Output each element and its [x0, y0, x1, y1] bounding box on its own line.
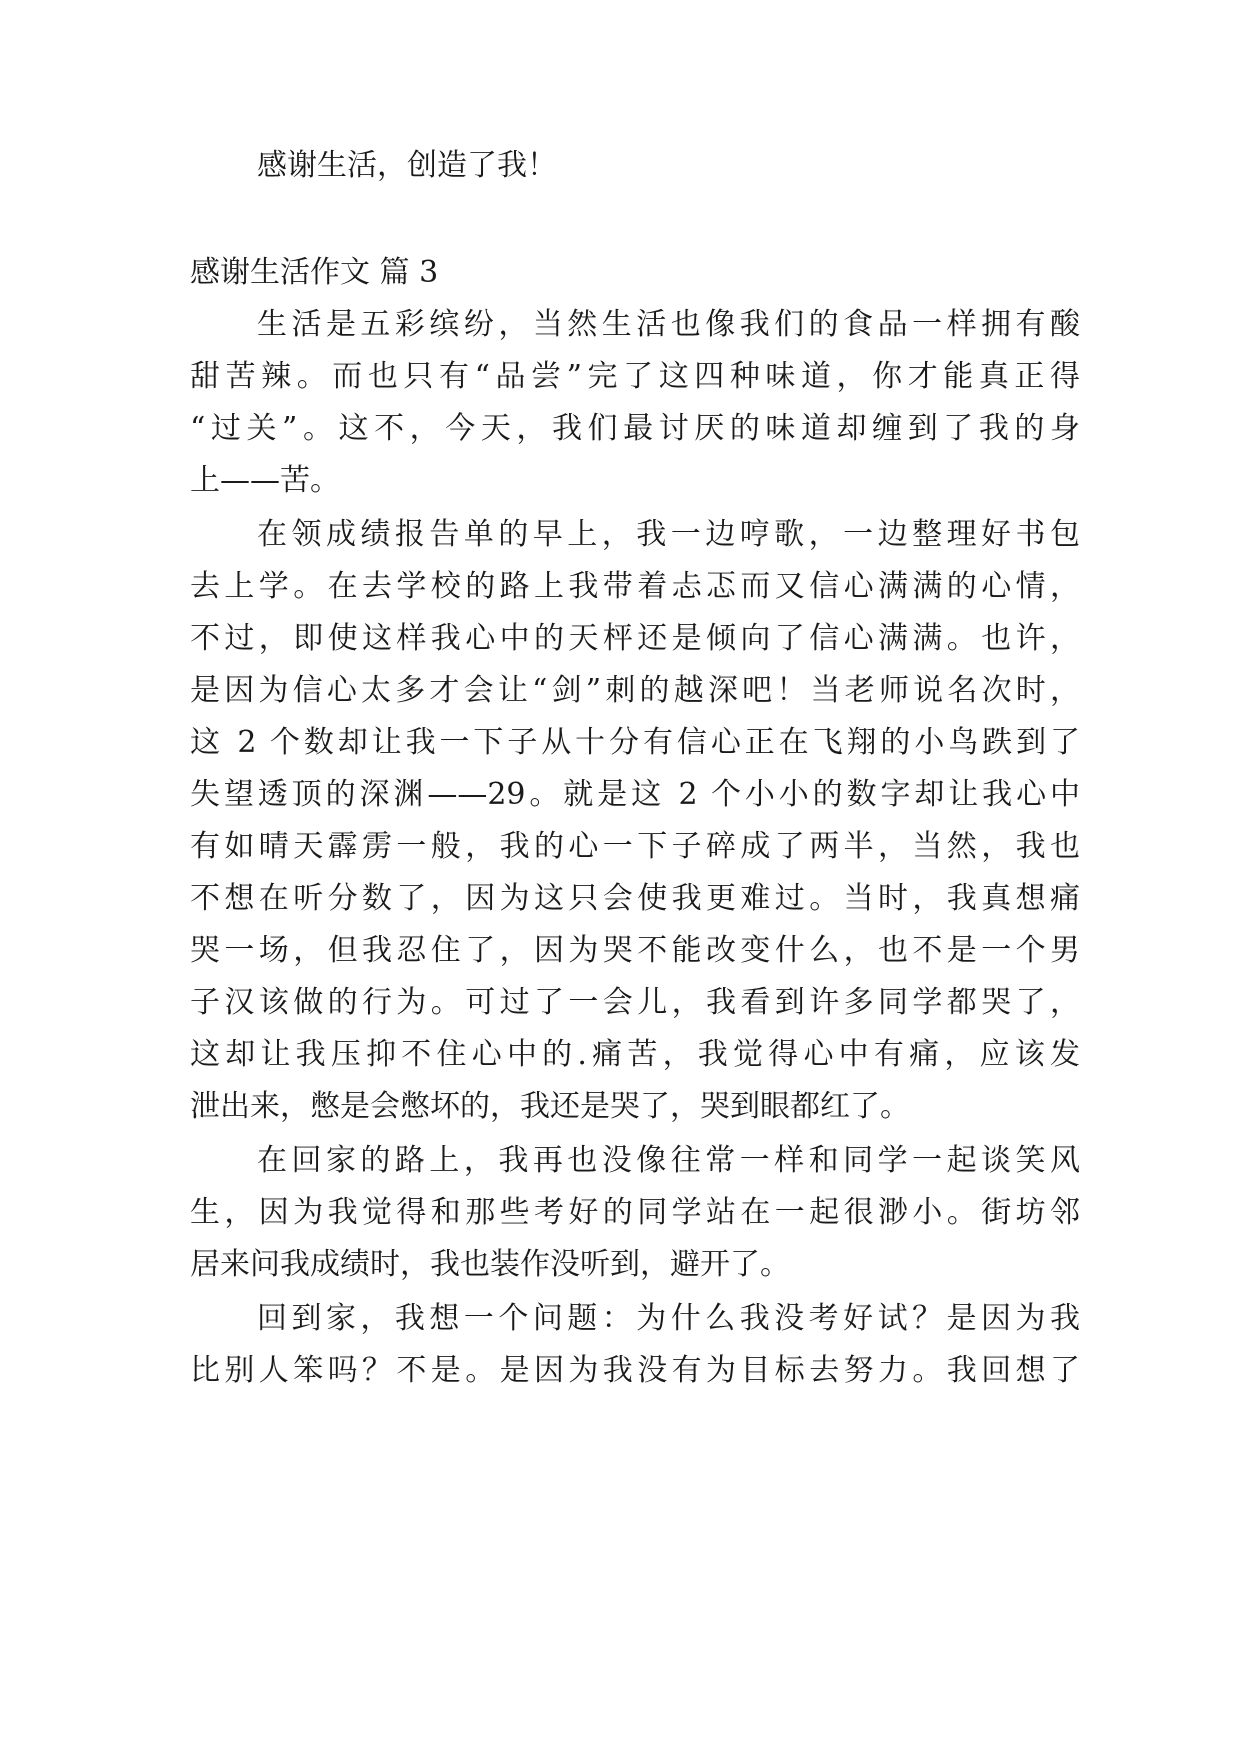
paragraph-line: 有如晴天霹雳一般，我的心一下子碎成了两半，当然，我也 — [190, 829, 1080, 864]
paragraph-line: 上——苦。 — [190, 463, 340, 498]
paragraph-line: 哭一场，但我忍住了，因为哭不能改变什么，也不是一个男 — [190, 933, 1080, 968]
section-title: 感谢生活作文 篇 3 — [190, 255, 439, 290]
paragraph-line: 生，因为我觉得和那些考好的同学站在一起很渺小。街坊邻 — [190, 1195, 1080, 1230]
paragraph-line: 是因为信心太多才会让“剑”刺的越深吧！当老师说名次时， — [190, 673, 1080, 708]
paragraph-line: 回到家，我想一个问题：为什么我没考好试？是因为我 — [257, 1301, 1080, 1336]
paragraph-line: 不过，即使这样我心中的天枰还是倾向了信心满满。也许， — [190, 621, 1080, 656]
paragraph-line: 这 2 个数却让我一下子从十分有信心正在飞翔的小鸟跌到了 — [190, 725, 1080, 760]
paragraph-line: 生活是五彩缤纷，当然生活也像我们的食品一样拥有酸 — [257, 307, 1080, 342]
paragraph-line: 居来问我成绩时，我也装作没听到，避开了。 — [190, 1247, 790, 1282]
paragraph-line: 在领成绩报告单的早上，我一边哼歌，一边整理好书包 — [257, 517, 1080, 552]
paragraph-line: “过关”。这不，今天，我们最讨厌的味道却缠到了我的身 — [190, 411, 1080, 446]
paragraph-line: 泄出来，憋是会憋坏的，我还是哭了，哭到眼都红了。 — [190, 1089, 910, 1124]
paragraph-line: 去上学。在去学校的路上我带着忐忑而又信心满满的心情， — [190, 569, 1080, 604]
paragraph-line: 甜苦辣。而也只有“品尝”完了这四种味道，你才能真正得 — [190, 359, 1080, 394]
paragraph-line: 不想在听分数了，因为这只会使我更难过。当时，我真想痛 — [190, 881, 1080, 916]
paragraph-line: 比别人笨吗？不是。是因为我没有为目标去努力。我回想了 — [190, 1353, 1080, 1388]
paragraph-line: 子汉该做的行为。可过了一会儿，我看到许多同学都哭了， — [190, 985, 1080, 1020]
closing-line: 感谢生活，创造了我！ — [257, 148, 557, 183]
paragraph-line: 在回家的路上，我再也没像往常一样和同学一起谈笑风 — [257, 1143, 1080, 1178]
paragraph-line: 这却让我压抑不住心中的.痛苦，我觉得心中有痛，应该发 — [190, 1037, 1080, 1072]
paragraph-line: 失望透顶的深渊——29。就是这 2 个小小的数字却让我心中 — [190, 777, 1080, 812]
